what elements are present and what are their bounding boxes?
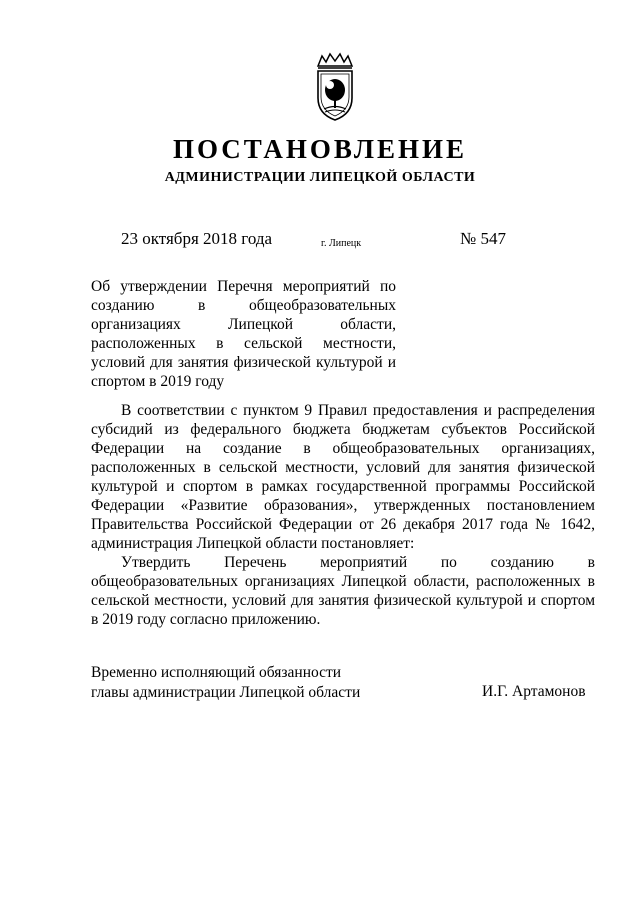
signature-name: И.Г. Артамонов	[482, 683, 586, 700]
document-subject: Об утверждении Перечня мероприятий по созданию в общеобразовательных организациях Липецкой области, расположенных в сельской местности, условий для занятия физической культурой и спортом в 2019 году	[91, 278, 396, 390]
document-number: № 547	[460, 229, 506, 248]
document-subtitle: АДМИНИСТРАЦИИ ЛИПЕЦКОЙ ОБЛАСТИ	[164, 170, 476, 185]
body-paragraph-1: В соответствии с пунктом 9 Правил предоставления и распределения субсидий из федерального бюджета бюджетам субъектов Российской Федерации на создание в общеобразовательных организациях, расположенных в сельской местности, условий для занятия физической культурой и спортом в рамках государственной программы Российской Федерации «Развитие образования», утвержденных постановлением Правительства Российской Федерации от 26 декабря 2017 года № 1642, администрация Липецкой области постановляет:	[91, 402, 595, 552]
signature-position-line-1: Временно исполняющий обязанности	[91, 664, 342, 681]
document-date: 23 октября 2018 года	[121, 229, 273, 248]
body-paragraph-2: Утвердить Перечень мероприятий по созданию в общеобразовательных организациях Липецкой области, расположенных в сельской местности, условий для занятия физической культурой и спортом в 2019 году согласно приложению.	[91, 554, 595, 628]
coat-of-arms-icon	[310, 52, 360, 122]
signature-position	[91, 663, 360, 703]
document-title: ПОСТАНОВЛЕНИЕ	[172, 134, 468, 164]
document-body	[91, 401, 595, 629]
signature-position-line-2: главы администрации Липецкой области	[91, 684, 361, 701]
document-city: г. Липецк	[321, 238, 362, 249]
